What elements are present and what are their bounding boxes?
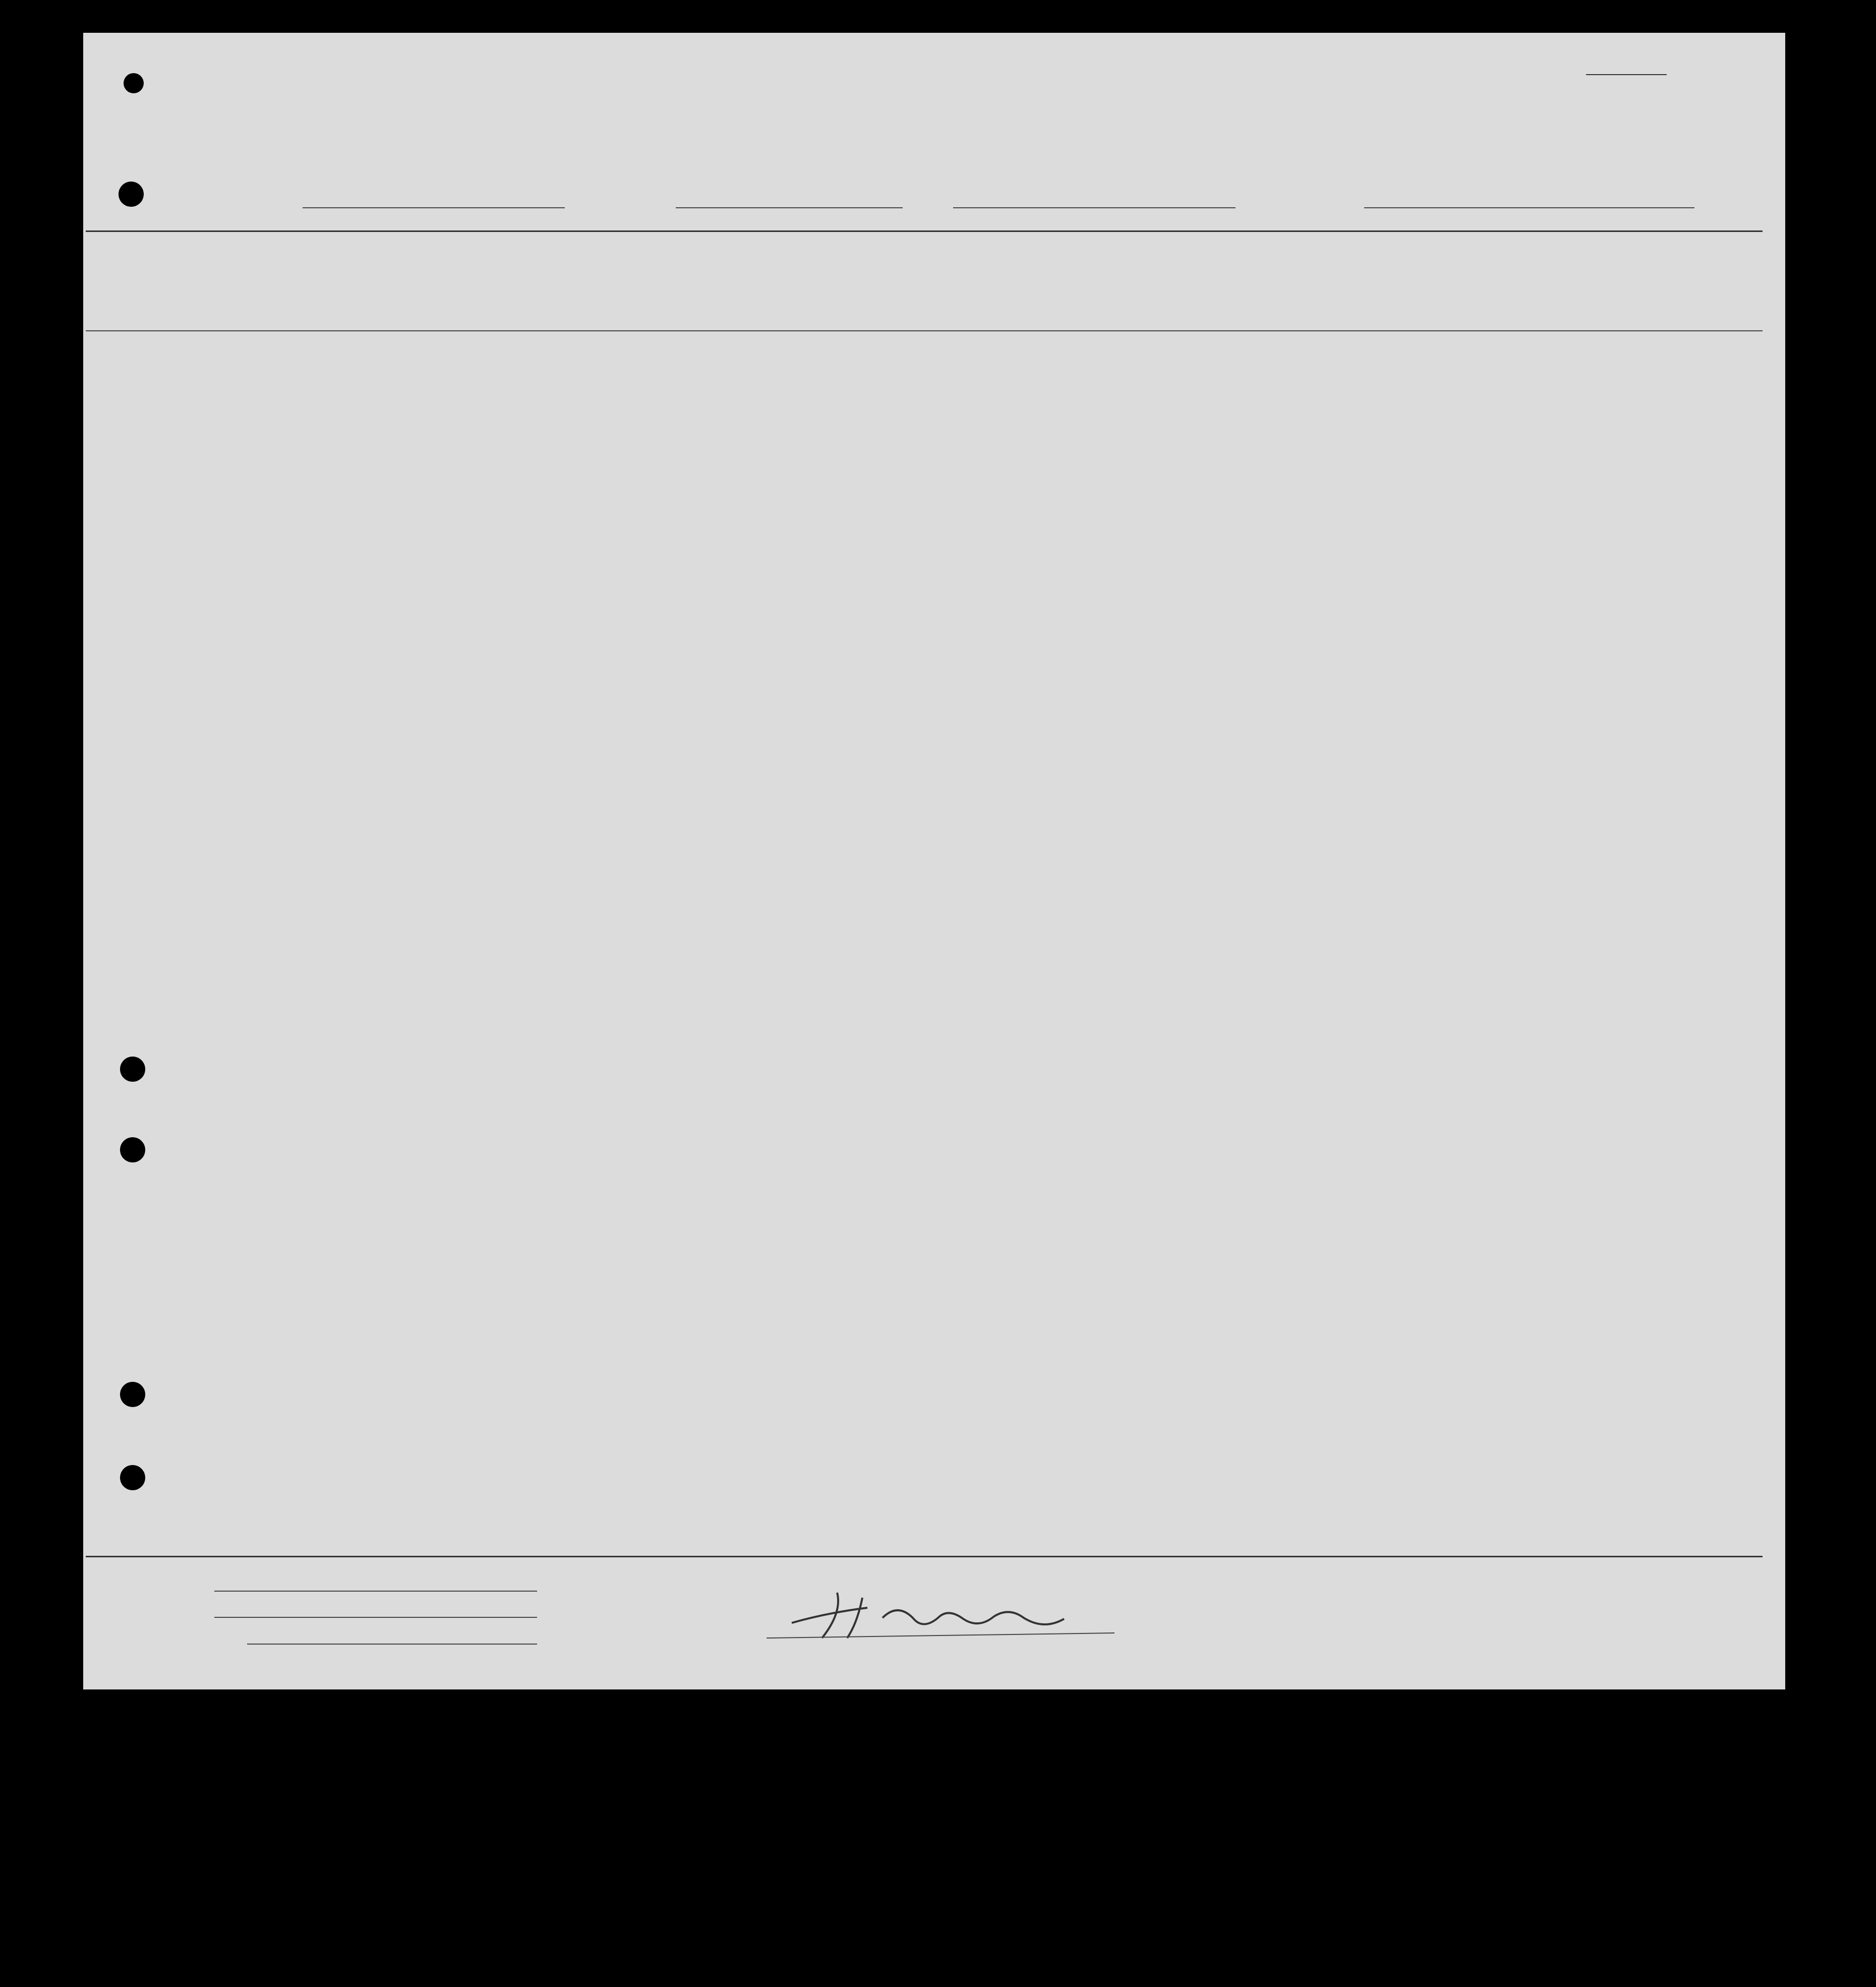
vessel-info-row bbox=[257, 189, 1694, 209]
crew-table bbox=[86, 230, 1763, 1553]
sheet-number bbox=[1586, 63, 1667, 79]
punch-hole bbox=[120, 1465, 145, 1490]
punch-hole bbox=[120, 1137, 145, 1162]
sheet-value bbox=[1586, 74, 1667, 75]
manifest-footer bbox=[86, 1556, 1763, 1688]
owners-value bbox=[214, 1604, 537, 1618]
punch-hole bbox=[120, 1057, 145, 1082]
manifest-sheet bbox=[83, 33, 1785, 1689]
agents-value bbox=[247, 1630, 537, 1645]
punch-hole bbox=[119, 182, 144, 207]
inspector-signature bbox=[761, 1583, 1125, 1658]
line-value bbox=[214, 1577, 537, 1592]
punch-hole bbox=[124, 73, 144, 93]
punch-hole bbox=[120, 1382, 145, 1407]
